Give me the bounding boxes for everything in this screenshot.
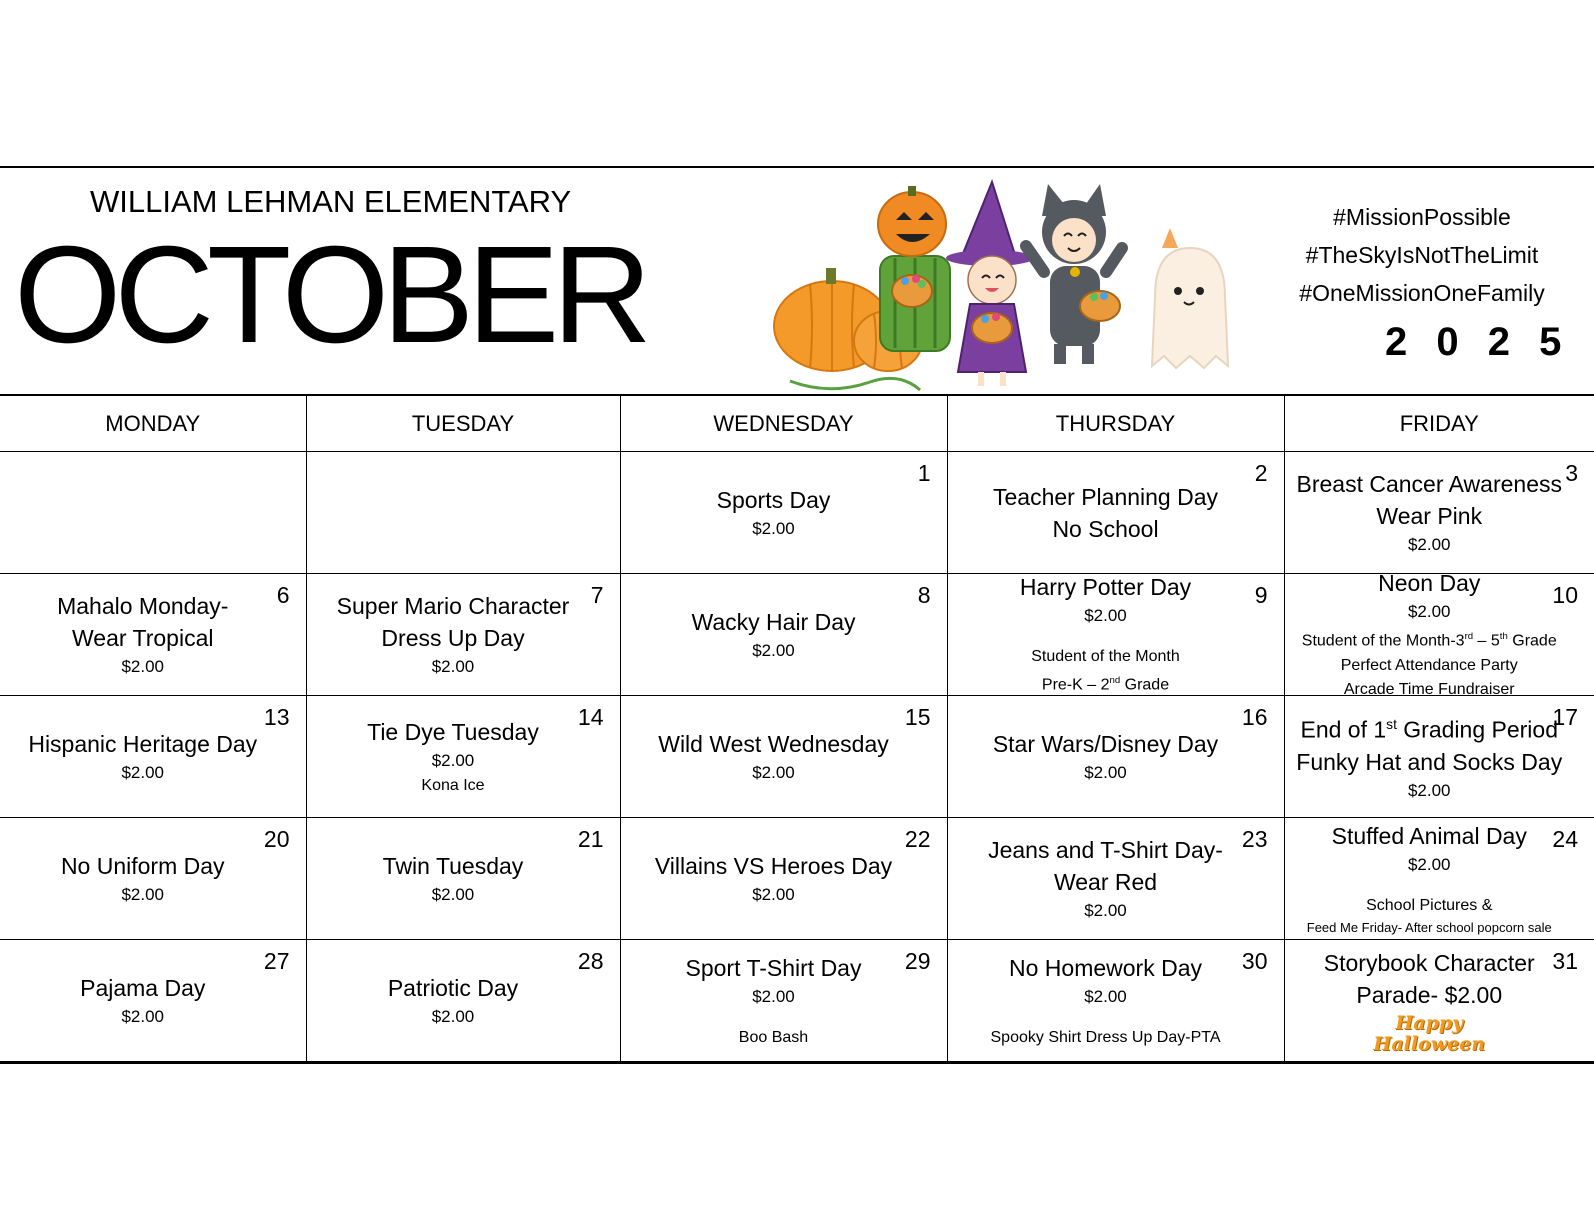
- event-price: $2.00: [1407, 780, 1451, 800]
- day-cell: [620, 574, 947, 696]
- event-title: Wear Tropical: [72, 624, 214, 651]
- day-content: [6, 696, 280, 817]
- day-number: 24: [1552, 826, 1578, 852]
- day-cell: [1284, 818, 1594, 940]
- day-number: 2: [1254, 460, 1268, 486]
- event-price: $2.00: [431, 1006, 475, 1026]
- day-number: 10: [1552, 582, 1578, 608]
- day-cell: [620, 818, 947, 940]
- day-number: 31: [1552, 948, 1578, 974]
- week-row: [0, 574, 1594, 696]
- event-note: Feed Me Friday- After school popcorn sale: [1306, 919, 1552, 935]
- day-cell: [306, 696, 620, 818]
- day-cell: [620, 452, 947, 574]
- day-cell: [947, 696, 1284, 818]
- event-title: Tie Dye Tuesday: [367, 718, 539, 745]
- day-content: [954, 696, 1258, 817]
- event-price: $2.00: [121, 1006, 165, 1026]
- hashtag: #OneMissionOneFamily: [1299, 280, 1545, 306]
- event-title: Patriotic Day: [387, 974, 519, 1001]
- day-number: 16: [1241, 704, 1268, 730]
- event-title: Neon Day: [1378, 570, 1481, 597]
- event-price: $2.00: [1407, 602, 1451, 622]
- event-note: Student of the Month: [1031, 648, 1180, 666]
- event-price: $2.00: [1084, 606, 1127, 626]
- event-price: $2.00: [752, 640, 795, 660]
- day-cell: [306, 818, 620, 940]
- day-content: [1291, 696, 1569, 817]
- day-cell: [947, 452, 1284, 574]
- event-title: Mahalo Monday-: [57, 592, 229, 619]
- day-number: 20: [263, 826, 290, 852]
- event-title: Jeans and T-Shirt Day-: [988, 836, 1223, 863]
- event-price: $2.00: [431, 750, 475, 770]
- event-title: Villains VS Heroes Day: [654, 852, 893, 879]
- day-number: 15: [904, 704, 931, 730]
- day-number: 22: [904, 826, 931, 852]
- event-price: $2.00: [752, 518, 795, 538]
- event-price: $2.00: [1084, 900, 1127, 920]
- event-price: $2.00: [431, 884, 475, 904]
- event-title: Super Mario Character: [336, 592, 570, 619]
- event-title: Funky Hat and Socks Day: [1296, 748, 1563, 775]
- event-price: $2.00: [1084, 986, 1127, 1006]
- day-number: 13: [263, 704, 290, 730]
- day-number: 17: [1552, 704, 1578, 730]
- day-number: 6: [276, 582, 290, 608]
- weekday-header-row: [0, 395, 1594, 452]
- day-content: [313, 574, 594, 695]
- week-row: [0, 940, 1594, 1063]
- event-title: Breast Cancer Awareness: [1296, 470, 1562, 497]
- event-note: Student of the Month-3rd – 5th Grade: [1301, 631, 1557, 650]
- event-note: Boo Bash: [738, 1028, 809, 1046]
- day-number: 29: [904, 948, 931, 974]
- weekday-monday: MONDAY: [0, 395, 306, 452]
- weekday-tuesday: TUESDAY: [306, 395, 620, 452]
- school-name: WILLIAM LEHMAN ELEMENTARY: [90, 184, 572, 219]
- day-cell: [1284, 452, 1594, 574]
- year-label: 2 0 2 5: [1385, 320, 1571, 364]
- event-note: Pre-K – 2nd Grade: [1041, 675, 1170, 694]
- day-content: [627, 818, 921, 939]
- day-content: [313, 696, 594, 817]
- day-cell: [306, 940, 620, 1063]
- day-number: 30: [1241, 948, 1268, 974]
- empty-day-cell: [0, 452, 306, 574]
- event-price: $2.00: [752, 762, 795, 782]
- event-title: Wear Red: [1053, 868, 1158, 895]
- event-title: Pajama Day: [80, 974, 206, 1001]
- day-cell: [620, 696, 947, 818]
- day-content: [627, 452, 921, 573]
- event-price: $2.00: [1084, 762, 1127, 782]
- hashtag-list: [1272, 198, 1572, 312]
- day-cell: [0, 574, 306, 696]
- event-title: Storybook Character: [1323, 949, 1535, 976]
- happy-halloween-text: Happy: [1395, 1011, 1464, 1034]
- day-cell: [1284, 570, 1594, 698]
- day-number: 23: [1241, 826, 1268, 852]
- event-note: Kona Ice: [421, 776, 485, 794]
- day-content: [313, 818, 594, 939]
- event-title: Dress Up Day: [381, 624, 525, 651]
- event-price: $2.00: [1407, 854, 1451, 874]
- day-number: 7: [590, 582, 604, 608]
- event-title: Teacher Planning Day: [992, 483, 1219, 510]
- witch-costume-icon: [946, 182, 1034, 386]
- event-title: Wear Pink: [1376, 502, 1483, 529]
- event-price: $2.00: [752, 986, 795, 1006]
- event-title: Wild West Wednesday: [658, 730, 889, 757]
- event-note: Spooky Shirt Dress Up Day-PTA: [990, 1028, 1221, 1046]
- event-title: Parade- $2.00: [1356, 981, 1503, 1008]
- event-title: No Uniform Day: [60, 852, 225, 879]
- event-title: Hispanic Heritage Day: [28, 730, 258, 757]
- day-content: [6, 574, 280, 695]
- week-row: [0, 818, 1594, 940]
- day-cell: [1284, 940, 1594, 1063]
- event-title: No School: [1052, 515, 1159, 542]
- day-content: [627, 940, 921, 1061]
- calendar-header: [0, 166, 1594, 394]
- event-price: $2.00: [121, 762, 165, 782]
- event-title: Sport T-Shirt Day: [685, 954, 862, 981]
- day-cell: [947, 818, 1284, 940]
- event-title: End of 1st Grading Period: [1300, 716, 1558, 743]
- ghost-icon: [1152, 228, 1228, 368]
- hashtag: #MissionPossible: [1333, 204, 1511, 230]
- day-content: [6, 818, 280, 939]
- event-title: Star Wars/Disney Day: [992, 730, 1219, 757]
- happy-halloween-text: Halloween: [1373, 1032, 1486, 1055]
- event-price: $2.00: [121, 656, 165, 676]
- event-note: Arcade Time Fundraiser: [1343, 680, 1515, 698]
- event-note: Perfect Attendance Party: [1340, 656, 1518, 674]
- happy-halloween-logo: [1373, 1013, 1485, 1055]
- day-content: [6, 940, 280, 1061]
- day-content: [954, 452, 1258, 573]
- calendar-grid: [0, 394, 1594, 1064]
- cat-costume-icon: [1026, 184, 1122, 364]
- day-content: [1291, 940, 1569, 1061]
- month-title: OCTOBER: [14, 218, 645, 372]
- day-content: [1291, 570, 1569, 698]
- event-title: Twin Tuesday: [382, 852, 524, 879]
- day-cell: [947, 940, 1284, 1063]
- day-content: [627, 574, 921, 695]
- week-row: [0, 696, 1594, 818]
- day-cell: [1284, 696, 1594, 818]
- event-price: $2.00: [752, 884, 795, 904]
- day-content: [1291, 818, 1569, 939]
- event-note: School Pictures &: [1366, 896, 1493, 914]
- weekday-wednesday: WEDNESDAY: [620, 395, 947, 452]
- week-row: [0, 452, 1594, 574]
- day-number: 1: [917, 460, 931, 486]
- empty-day-cell: [306, 452, 620, 574]
- event-price: $2.00: [121, 884, 165, 904]
- event-title: Stuffed Animal Day: [1331, 822, 1527, 849]
- event-title: Sports Day: [716, 486, 831, 513]
- event-title: Harry Potter Day: [1019, 574, 1192, 601]
- day-number: 27: [263, 948, 290, 974]
- day-number: 21: [577, 826, 604, 852]
- day-cell: [947, 574, 1284, 696]
- day-cell: [620, 940, 947, 1063]
- day-number: 14: [577, 704, 604, 730]
- day-content: [1291, 452, 1569, 573]
- day-number: 3: [1565, 460, 1578, 486]
- event-title: No Homework Day: [1009, 954, 1202, 981]
- event-title: Wacky Hair Day: [691, 608, 856, 635]
- pumpkin-costume-icon: [878, 186, 950, 351]
- event-price: $2.00: [1407, 534, 1451, 554]
- weekday-thursday: THURSDAY: [947, 395, 1284, 452]
- day-content: [954, 940, 1258, 1061]
- event-price: $2.00: [431, 656, 475, 676]
- day-cell: [0, 818, 306, 940]
- weekday-friday: FRIDAY: [1284, 395, 1594, 452]
- day-content: [627, 696, 921, 817]
- day-content: [954, 574, 1258, 695]
- day-cell: [0, 940, 306, 1063]
- day-number: 8: [917, 582, 931, 608]
- day-number: 9: [1254, 582, 1268, 608]
- day-cell: [0, 696, 306, 818]
- day-content: [313, 940, 594, 1061]
- hashtag: #TheSkyIsNotTheLimit: [1305, 242, 1539, 268]
- day-content: [954, 818, 1258, 939]
- day-cell: [306, 574, 620, 696]
- halloween-illustration: [770, 176, 1250, 398]
- day-number: 28: [577, 948, 604, 974]
